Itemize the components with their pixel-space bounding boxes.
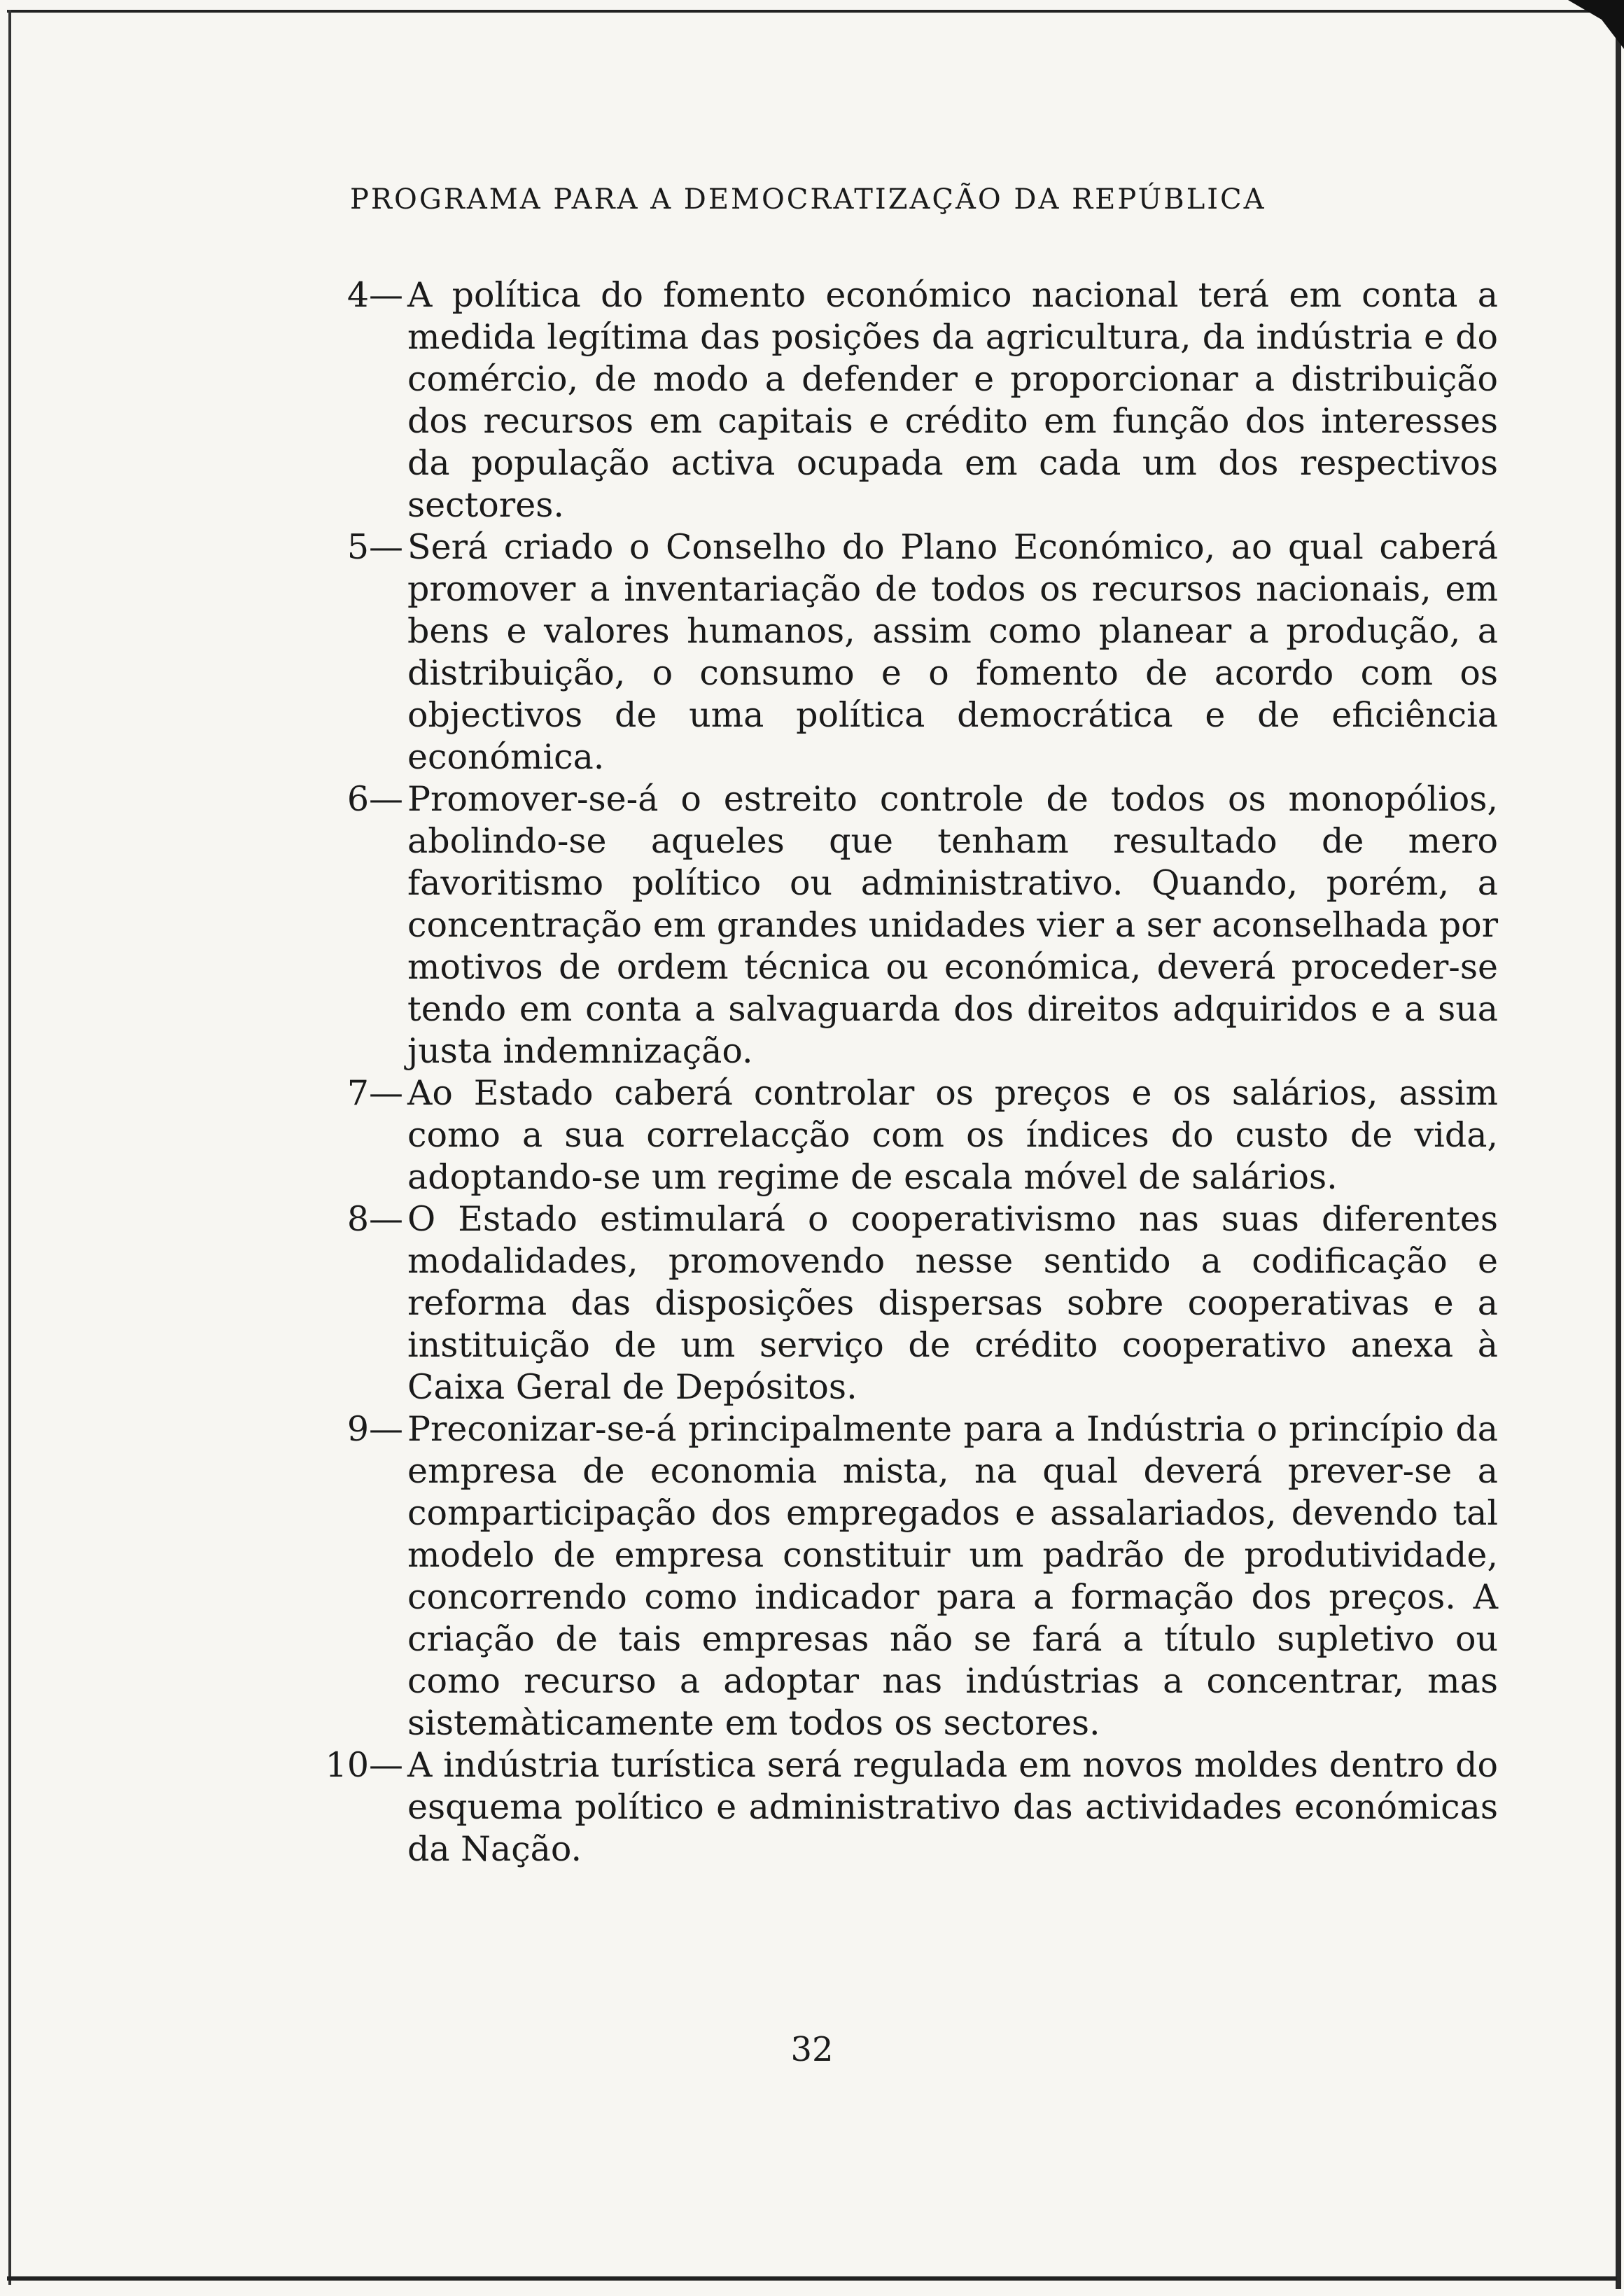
item-number: 4— [346, 275, 402, 315]
item-number: 10— [325, 1745, 402, 1785]
item-text: Promover-se-á o estreito controle de todos os monopólios, abolindo-se aqueles que tenham resultado de mero favoritismo político ou administrativo. Quando, porém, a concentração em grandes unidades vier a ser aconselhada por motivos de ordem técnica ou económica, deverá proceder-se tendo em conta a salvaguarda dos direitos adquiridos e a sua justa indemnização. [407, 779, 1498, 1071]
scan-border-bottom [7, 2276, 1617, 2281]
page-number: 32 [790, 2030, 834, 2069]
item-text: Será criado o Conselho do Plano Económico, ao qual caberá promover a inventariação de todos os recursos nacionais, em bens e valores humanos, assim como planear a produção, a distribuição, o consumo e o fomento de acordo com os objectivos de uma política democrática e de eficiência económica. [407, 527, 1498, 777]
running-header: PROGRAMA PARA A DEMOCRATIZAÇÃO DA REPÚBLICA [350, 183, 1266, 216]
item-text: A indústria turística será regulada em novos moldes dentro do esquema político e administrativo das actividades económicas da Nação. [407, 1745, 1498, 1869]
item-text: O Estado estimulará o cooperativismo nas suas diferentes modalidades, promovendo nesse sentido a codificação e reforma das disposições dispersas sobre cooperativas e a instituição de um serviço de crédito cooperativo anexa à Caixa Geral de Depósitos. [407, 1199, 1498, 1407]
item-number: 5— [346, 527, 402, 567]
item-text: Ao Estado caberá controlar os preços e os salários, assim como a sua correlacção com os índices do custo de vida, adoptando-se um regime de escala móvel de salários. [407, 1073, 1498, 1197]
list-item-5 [308, 526, 1498, 778]
item-text: A política do fomento económico nacional terá em conta a medida legítima das posições da agricultura, da indústria e do comércio, de modo a defender e proporcionar a distribuição dos recursos em capitais e crédito em função dos interesses da população activa ocupada em cada um dos respectivos sectores. [407, 275, 1498, 525]
list-item-7 [308, 1072, 1498, 1198]
scan-border-top [7, 10, 1614, 13]
numbered-list [308, 274, 1498, 1870]
item-text: Preconizar-se-á principalmente para a Indústria o princípio da empresa de economia mista, na qual deverá prever-se a comparticipação dos empregados e assalariados, devendo tal modelo de empresa constituir um padrão de produtividade, concorrendo como indicador para a formação dos preços. A criação de tais empresas não se fará a título supletivo ou como recurso a adoptar nas indústrias a concentrar, mas sistemàticamente em todos os sectores. [407, 1409, 1498, 1743]
item-number: 7— [346, 1073, 402, 1113]
item-number: 8— [346, 1199, 402, 1239]
list-item-6 [308, 778, 1498, 1072]
list-item-9 [308, 1408, 1498, 1744]
scan-border-right [1616, 7, 1621, 2289]
item-number: 6— [346, 779, 402, 819]
scan-border-left [8, 10, 11, 2285]
list-item-4 [308, 274, 1498, 526]
list-item-8 [308, 1198, 1498, 1408]
item-number: 9— [346, 1409, 402, 1449]
list-item-10 [308, 1744, 1498, 1870]
